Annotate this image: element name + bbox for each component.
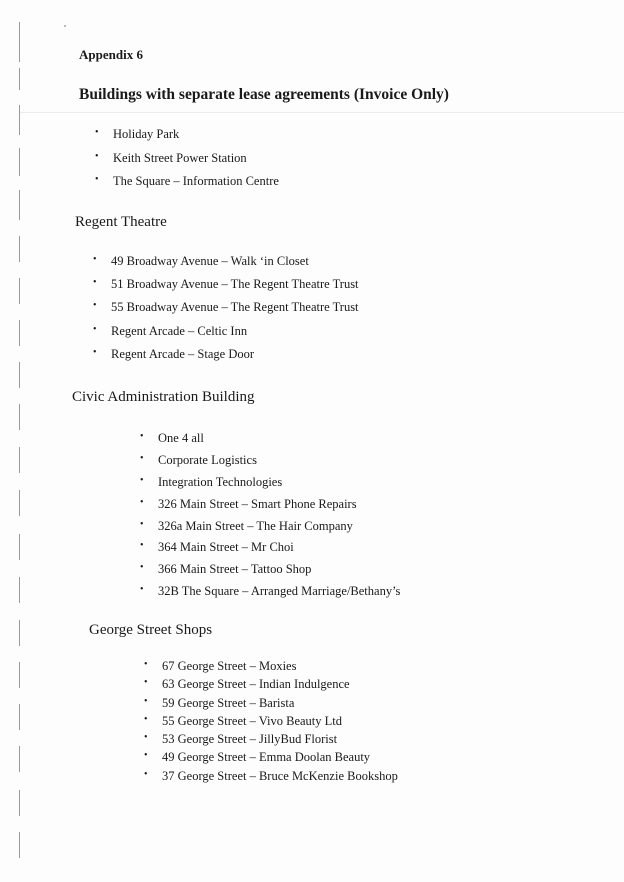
left-edge-line	[19, 746, 20, 772]
left-edge-line	[19, 404, 20, 430]
bullet-icon: •	[144, 659, 148, 670]
list-item-text: 63 George Street – Indian Indulgence	[162, 677, 350, 692]
list-item	[95, 151, 279, 175]
list-item	[95, 127, 279, 151]
list-item-text: 55 Broadway Avenue – The Regent Theatre Trust	[111, 300, 359, 315]
left-edge-line	[19, 662, 20, 688]
george-street-shops-list	[144, 659, 398, 787]
left-edge-line	[19, 320, 20, 346]
bullet-icon: •	[93, 254, 97, 265]
list-item-text: Integration Technologies	[158, 474, 283, 489]
list-item	[144, 750, 398, 768]
left-edge-line	[19, 447, 20, 473]
list-item-text: One 4 all	[158, 431, 204, 445]
list-item-text: 32B The Square – Arranged Marriage/Bethany’s	[158, 584, 401, 599]
bullet-icon: •	[140, 452, 144, 464]
list-item	[140, 453, 400, 475]
bullet-icon: •	[144, 695, 148, 707]
list-item	[140, 562, 400, 584]
list-item	[140, 475, 400, 497]
list-item	[144, 714, 398, 732]
list-item-text: 326a Main Street – The Hair Company	[158, 518, 353, 533]
page-title: Buildings with separate lease agreements (Invoice Only)	[79, 86, 449, 103]
bullet-icon: •	[95, 174, 99, 185]
list-item	[140, 584, 400, 606]
bullet-icon: •	[144, 677, 148, 689]
left-edge-line	[19, 362, 20, 388]
list-item	[95, 174, 279, 198]
bullet-icon: •	[144, 768, 148, 780]
bullet-icon: •	[144, 732, 148, 744]
list-item-text: Holiday Park	[113, 127, 180, 141]
list-item	[144, 659, 398, 677]
left-edge-line	[19, 148, 20, 176]
bullet-icon: •	[93, 323, 97, 335]
bullet-icon: •	[140, 584, 144, 596]
bullet-icon: •	[140, 496, 144, 508]
list-item-text: 366 Main Street – Tattoo Shop	[158, 562, 312, 577]
bullet-icon: •	[144, 713, 148, 725]
list-item-text: 364 Main Street – Mr Choi	[158, 540, 294, 555]
list-item-text: Corporate Logistics	[158, 452, 257, 467]
left-edge-line	[19, 534, 20, 560]
bullet-icon: •	[140, 474, 144, 486]
list-item-text: 326 Main Street – Smart Phone Repairs	[158, 496, 357, 511]
list-item	[140, 540, 400, 562]
list-item-text: 67 George Street – Moxies	[162, 659, 297, 673]
left-edge-line	[19, 832, 20, 858]
list-item	[144, 696, 398, 714]
left-edge-line	[19, 620, 20, 646]
list-item	[93, 347, 359, 370]
list-item-text: Regent Arcade – Stage Door	[111, 346, 255, 361]
section-heading-george-street-shops: George Street Shops	[89, 622, 213, 638]
bullet-icon: •	[95, 150, 99, 162]
list-item	[144, 769, 398, 787]
left-edge-line	[19, 278, 20, 304]
bullet-icon: •	[95, 127, 99, 138]
bullet-icon: •	[140, 431, 144, 442]
left-edge-line	[19, 704, 20, 730]
civic-administration-list	[140, 431, 400, 606]
bullet-icon: •	[93, 277, 97, 289]
left-edge-line	[19, 190, 20, 220]
list-item	[93, 324, 359, 347]
left-edge-line	[19, 577, 20, 603]
list-item	[140, 431, 400, 453]
list-item-text: 49 Broadway Avenue – Walk ‘in Closet	[111, 254, 309, 268]
regent-theatre-list	[93, 254, 359, 370]
appendix-label: Appendix 6	[79, 47, 143, 62]
bullet-icon: •	[140, 518, 144, 530]
left-edge-line	[19, 790, 20, 816]
list-item-text: Keith Street Power Station	[113, 150, 247, 165]
bullet-icon: •	[93, 300, 97, 312]
list-item-text: 59 George Street – Barista	[162, 695, 295, 710]
list-item	[140, 519, 400, 541]
list-item-text: 51 Broadway Avenue – The Regent Theatre Trust	[111, 277, 359, 292]
bullet-icon: •	[140, 562, 144, 574]
list-item-text: 37 George Street – Bruce McKenzie Bookshop	[162, 768, 398, 783]
bullet-icon: •	[93, 346, 97, 358]
left-edge-line	[19, 490, 20, 516]
list-item-text: 53 George Street – JillyBud Florist	[162, 732, 338, 747]
list-item	[93, 277, 359, 300]
list-item-text: Regent Arcade – Celtic Inn	[111, 323, 248, 338]
list-item	[144, 677, 398, 695]
left-edge-line	[19, 22, 20, 62]
list-item-text: 55 George Street – Vivo Beauty Ltd	[162, 713, 343, 728]
list-item-text: The Square – Information Centre	[113, 174, 279, 188]
list-item	[93, 254, 359, 277]
section-heading-civic-administration: Civic Administration Building	[72, 389, 255, 405]
list-item-text: 49 George Street – Emma Doolan Beauty	[162, 750, 371, 765]
left-edge-line	[19, 68, 20, 90]
left-edge-line	[19, 105, 20, 135]
intro-list	[95, 127, 279, 198]
left-edge-line	[19, 236, 20, 262]
list-item	[93, 300, 359, 323]
scan-speck	[64, 25, 66, 27]
scan-fold-line	[20, 112, 624, 113]
list-item	[140, 497, 400, 519]
bullet-icon: •	[140, 540, 144, 552]
bullet-icon: •	[144, 750, 148, 762]
section-heading-regent-theatre: Regent Theatre	[75, 214, 167, 230]
list-item	[144, 732, 398, 750]
